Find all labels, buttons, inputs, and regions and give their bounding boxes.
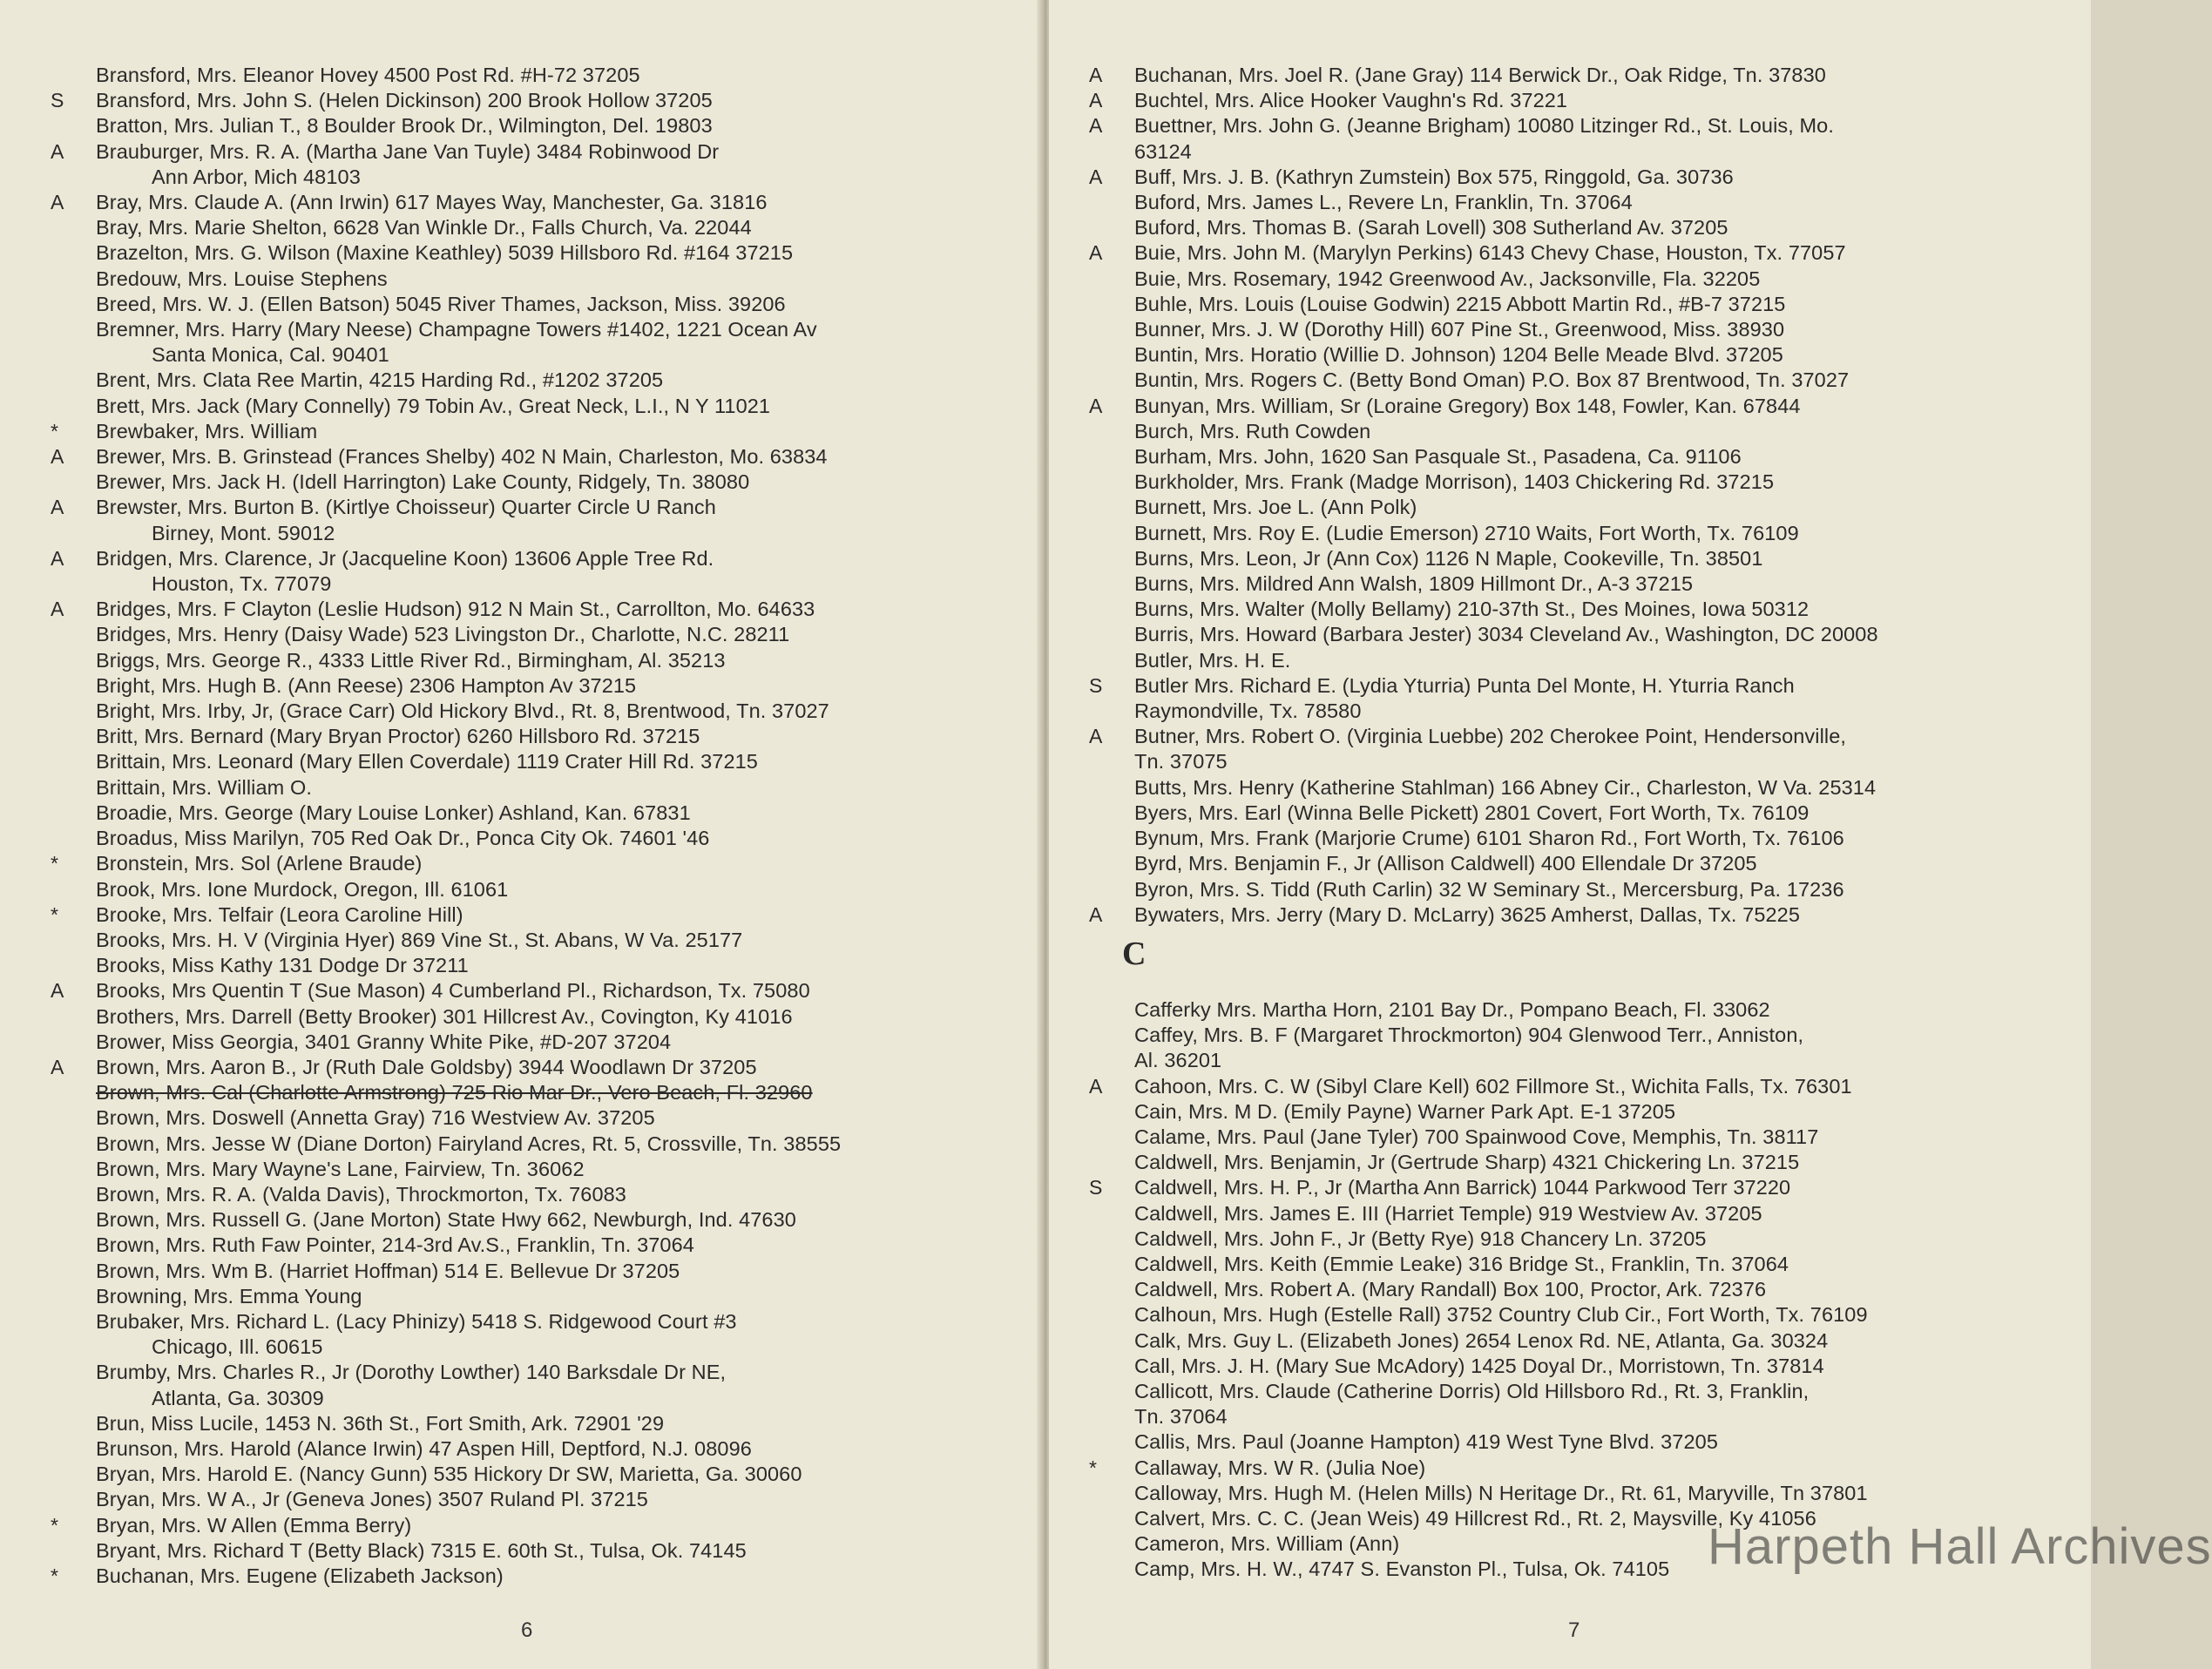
entry-list-left <box>51 63 1018 1589</box>
entry-marker: A <box>51 139 64 163</box>
entry-text: Bremner, Mrs. Harry (Mary Neese) Champagne Towers #1402, 1221 Ocean Av <box>96 318 817 341</box>
entry-text: Burnett, Mrs. Roy E. (Ludie Emerson) 2710 Waits, Fort Worth, Tx. 76109 <box>1134 521 1799 544</box>
entry-text: Cameron, Mrs. William (Ann) <box>1134 1532 1400 1556</box>
entry-text: Burns, Mrs. Mildred Ann Walsh, 1809 Hillmont Dr., A-3 37215 <box>1134 572 1694 596</box>
directory-entry <box>1089 1175 2065 1200</box>
directory-entry <box>1089 801 2065 826</box>
entry-text: Caldwell, Mrs. Keith (Emmie Leake) 316 Bridge St., Franklin, Tn. 37064 <box>1134 1252 1789 1275</box>
directory-entry <box>51 240 1018 266</box>
entry-text: Brewster, Mrs. Burton B. (Kirtlye Choisseur) Quarter Circle U Ranch <box>96 496 716 519</box>
directory-entry <box>51 1157 1018 1182</box>
directory-entry <box>1089 470 2065 495</box>
directory-entry <box>51 546 1018 597</box>
entry-text: Bunner, Mrs. J. W (Dorothy Hill) 607 Pine St., Greenwood, Miss. 38930 <box>1134 318 1785 341</box>
entry-text: Burns, Mrs. Leon, Jr (Ann Cox) 1126 N Maple, Cookeville, Tn. 38501 <box>1134 546 1763 570</box>
entry-text: Bynum, Mrs. Frank (Marjorie Crume) 6101 Sharon Rd., Fort Worth, Tx. 76106 <box>1134 827 1844 850</box>
directory-entry <box>51 1564 1018 1589</box>
directory-entry <box>51 63 1018 88</box>
entry-text: Bryan, Mrs. W A., Jr (Geneva Jones) 3507 Ruland Pl. 37215 <box>96 1488 648 1511</box>
directory-entry <box>51 826 1018 851</box>
entry-continuation: 63124 <box>1134 139 1192 163</box>
entry-text: Callis, Mrs. Paul (Joanne Hampton) 419 West Tyne Blvd. 37205 <box>1134 1430 1718 1454</box>
entry-text: Brown, Mrs. R. A. (Valda Davis), Throckmorton, Tx. 76083 <box>96 1182 626 1206</box>
directory-entry <box>1089 571 2065 597</box>
entry-text: Callicott, Mrs. Claude (Catherine Dorris) Old Hillsboro Rd., Rt. 3, Franklin, <box>1134 1379 1810 1402</box>
entry-marker: A <box>1089 114 1103 138</box>
entry-marker: A <box>1089 1074 1103 1098</box>
entry-text: Breed, Mrs. W. J. (Ellen Batson) 5045 River Thames, Jackson, Miss. 39206 <box>96 292 786 315</box>
page-number: 7 <box>1568 1618 1580 1642</box>
directory-entry <box>1089 1201 2065 1226</box>
entry-text: Butts, Mrs. Henry (Katherine Stahlman) 166 Abney Cir., Charleston, W Va. 25314 <box>1134 775 1877 799</box>
entry-marker: A <box>1089 165 1103 188</box>
directory-entry <box>1089 1379 2065 1429</box>
directory-entry <box>51 267 1018 292</box>
page-number: 6 <box>521 1618 533 1642</box>
directory-entry <box>1089 622 2065 647</box>
page-right <box>1049 0 2091 1669</box>
entry-marker: A <box>51 496 64 519</box>
directory-entry <box>51 1030 1018 1055</box>
directory-entry <box>1089 521 2065 546</box>
entry-text: Brewer, Mrs. B. Grinstead (Frances Shelby) 402 N Main, Charleston, Mo. 63834 <box>96 445 828 469</box>
entry-text: Bridges, Mrs. F Clayton (Leslie Hudson) 912 N Main St., Carrollton, Mo. 64633 <box>96 598 815 621</box>
entry-marker: * <box>51 852 59 875</box>
directory-entry <box>1089 1125 2065 1150</box>
entry-text: Calame, Mrs. Paul (Jane Tyler) 700 Spainwood Cove, Memphis, Tn. 38117 <box>1134 1125 1819 1148</box>
entry-list-right <box>1089 63 2065 1583</box>
directory-entry <box>1089 1481 2065 1506</box>
directory-entry <box>1089 1226 2065 1252</box>
directory-entry <box>51 190 1018 215</box>
directory-entry <box>51 1360 1018 1410</box>
entry-text: Brower, Miss Georgia, 3401 Granny White Pike, #D-207 37204 <box>96 1030 672 1053</box>
entry-text: Brittain, Mrs. William O. <box>96 775 312 799</box>
entry-text: Brunson, Mrs. Harold (Alance Irwin) 47 Aspen Hill, Deptford, N.J. 08096 <box>96 1436 752 1460</box>
directory-entry <box>51 1055 1018 1080</box>
entry-marker: A <box>1089 902 1103 926</box>
entry-text: Brown, Mrs. Ruth Faw Pointer, 214-3rd Av.S., Franklin, Tn. 37064 <box>96 1233 694 1257</box>
entry-text: Brown, Mrs. Aaron B., Jr (Ruth Dale Goldsby) 3944 Woodlawn Dr 37205 <box>96 1055 757 1078</box>
entry-group-b <box>1089 63 2065 928</box>
directory-entry <box>1089 267 2065 292</box>
entry-continuation: Ann Arbor, Mich 48103 <box>152 165 361 188</box>
directory-entry <box>51 978 1018 1003</box>
entry-text: Buntin, Mrs. Horatio (Willie D. Johnson) 1204 Belle Meade Blvd. 37205 <box>1134 343 1783 367</box>
entry-text: Camp, Mrs. H. W., 4747 S. Evanston Pl., Tulsa, Ok. 74105 <box>1134 1558 1670 1581</box>
directory-entry <box>1089 826 2065 851</box>
directory-entry <box>51 1132 1018 1157</box>
directory-entry <box>51 775 1018 801</box>
entry-text: Caldwell, Mrs. H. P., Jr (Martha Ann Barrick) 1044 Parkwood Terr 37220 <box>1134 1176 1791 1199</box>
entry-text: Buford, Mrs. James L., Revere Ln, Franklin, Tn. 37064 <box>1134 191 1633 214</box>
entry-text: Caldwell, Mrs. Robert A. (Mary Randall) Box 100, Proctor, Ark. 72376 <box>1134 1278 1767 1301</box>
entry-text: Cain, Mrs. M D. (Emily Payne) Warner Park Apt. E-1 37205 <box>1134 1099 1676 1123</box>
entry-text: Burns, Mrs. Walter (Molly Bellamy) 210-37th St., Des Moines, Iowa 50312 <box>1134 598 1810 621</box>
directory-entry <box>51 1411 1018 1436</box>
directory-entry <box>1089 597 2065 622</box>
directory-entry <box>1089 240 2065 266</box>
directory-entry <box>51 368 1018 393</box>
directory-entry <box>51 1309 1018 1360</box>
entry-text: Buettner, Mrs. John G. (Jeanne Brigham) 10080 Litzinger Rd., St. Louis, Mo. <box>1134 114 1834 138</box>
directory-entry <box>1089 1456 2065 1481</box>
directory-entry <box>1089 317 2065 342</box>
entry-text: Brown, Mrs. Doswell (Annetta Gray) 716 Westview Av. 37205 <box>96 1106 655 1130</box>
entry-text: Buie, Mrs. John M. (Marylyn Perkins) 6143 Chevy Chase, Houston, Tx. 77057 <box>1134 241 1846 265</box>
entry-marker: A <box>51 445 64 469</box>
directory-entry <box>51 928 1018 953</box>
entry-text: Burris, Mrs. Howard (Barbara Jester) 3034 Cleveland Av., Washington, DC 20008 <box>1134 623 1878 646</box>
entry-text: Bunyan, Mrs. William, Sr (Loraine Gregory) Box 148, Fowler, Kan. 67844 <box>1134 394 1801 417</box>
entry-text: Broadus, Miss Marilyn, 705 Red Oak Dr., Ponca City Ok. 74601 '46 <box>96 827 710 850</box>
entry-text: Bryan, Mrs. W Allen (Emma Berry) <box>96 1513 412 1537</box>
entry-text: Caldwell, Mrs. Benjamin, Jr (Gertrude Sharp) 4321 Chickering Ln. 37215 <box>1134 1151 1800 1174</box>
entry-continuation: Tn. 37075 <box>1134 750 1228 774</box>
entry-text: Brubaker, Mrs. Richard L. (Lacy Phinizy) 5418 S. Ridgewood Court #3 <box>96 1309 737 1333</box>
directory-entry <box>1089 1277 2065 1302</box>
entry-text: Burkholder, Mrs. Frank (Madge Morrison), 1403 Chickering Rd. 37215 <box>1134 470 1775 494</box>
entry-text: Bredouw, Mrs. Louise Stephens <box>96 267 388 290</box>
directory-entry <box>51 470 1018 495</box>
entry-text: Bransford, Mrs. John S. (Helen Dickinson) 200 Brook Hollow 37205 <box>96 89 713 112</box>
directory-entry <box>1089 1302 2065 1328</box>
entry-text: Callaway, Mrs. W R. (Julia Noe) <box>1134 1456 1426 1479</box>
directory-entry <box>51 394 1018 419</box>
directory-entry <box>51 953 1018 978</box>
directory-entry <box>51 902 1018 928</box>
entry-continuation: Houston, Tx. 77079 <box>152 572 332 596</box>
entry-marker: A <box>1089 394 1103 417</box>
entry-text: Bratton, Mrs. Julian T., 8 Boulder Brook Dr., Wilmington, Del. 19803 <box>96 114 713 138</box>
entry-continuation: Birney, Mont. 59012 <box>152 521 335 544</box>
entry-text: Caldwell, Mrs. John F., Jr (Betty Rye) 918 Chancery Ln. 37205 <box>1134 1226 1707 1250</box>
directory-entry <box>1089 342 2065 368</box>
entry-text: Buhle, Mrs. Louis (Louise Godwin) 2215 Abbott Martin Rd., #B-7 37215 <box>1134 292 1786 315</box>
directory-entry <box>51 1080 1018 1105</box>
entry-marker: A <box>1089 64 1103 86</box>
directory-entry <box>51 648 1018 673</box>
entry-text: Brent, Mrs. Clata Ree Martin, 4215 Harding Rd., #1202 37205 <box>96 368 664 392</box>
entry-text: Brown, Mrs. Mary Wayne's Lane, Fairview, Tn. 36062 <box>96 1157 585 1180</box>
entry-text: Call, Mrs. J. H. (Mary Sue McAdory) 1425 Doyal Dr., Morristown, Tn. 37814 <box>1134 1354 1824 1377</box>
entry-text: Buchtel, Mrs. Alice Hooker Vaughn's Rd. 37221 <box>1134 89 1568 112</box>
entry-marker: S <box>1089 1176 1103 1199</box>
entry-marker: * <box>51 902 59 926</box>
directory-entry <box>1089 1099 2065 1125</box>
entry-text: Burham, Mrs. John, 1620 San Pasquale St., Pasadena, Ca. 91106 <box>1134 445 1742 469</box>
directory-entry <box>51 1436 1018 1462</box>
entry-text: Brown, Mrs. Wm B. (Harriet Hoffman) 514 E. Bellevue Dr 37205 <box>96 1259 680 1282</box>
entry-text: Brazelton, Mrs. G. Wilson (Maxine Keathley) 5039 Hillsboro Rd. #164 37215 <box>96 241 794 265</box>
directory-entry <box>1089 1252 2065 1277</box>
entry-text: Bryan, Mrs. Harold E. (Nancy Gunn) 535 Hickory Dr SW, Marietta, Ga. 30060 <box>96 1463 802 1486</box>
entry-text: Browning, Mrs. Emma Young <box>96 1284 362 1307</box>
entry-text: Cafferky Mrs. Martha Horn, 2101 Bay Dr., Pompano Beach, Fl. 33062 <box>1134 997 1770 1021</box>
entry-text: Brittain, Mrs. Leonard (Mary Ellen Coverdale) 1119 Crater Hill Rd. 37215 <box>96 750 758 774</box>
directory-entry <box>51 1004 1018 1030</box>
entry-marker: S <box>51 89 64 112</box>
directory-entry <box>51 749 1018 774</box>
entry-marker: * <box>1089 1456 1098 1479</box>
entry-text: Briggs, Mrs. George R., 4333 Little River Rd., Birmingham, Al. 35213 <box>96 648 726 672</box>
directory-entry <box>1089 546 2065 571</box>
entry-text: Bronstein, Mrs. Sol (Arlene Braude) <box>96 852 423 875</box>
directory-entry <box>1089 292 2065 317</box>
directory-entry <box>1089 368 2065 393</box>
section-letter: C <box>1122 935 1147 972</box>
entry-continuation: Tn. 37064 <box>1134 1405 1228 1429</box>
entry-text: Brown, Mrs. Russell G. (Jane Morton) State Hwy 662, Newburgh, Ind. 47630 <box>96 1208 796 1232</box>
directory-entry <box>1089 1023 2065 1073</box>
directory-entry <box>51 622 1018 647</box>
directory-entry <box>51 673 1018 699</box>
entry-text: Brun, Miss Lucile, 1453 N. 36th St., Fort Smith, Ark. 72901 '29 <box>96 1411 665 1435</box>
entry-text: Brewer, Mrs. Jack H. (Idell Harrington) Lake County, Ridgely, Tn. 38080 <box>96 470 750 494</box>
entry-text: Byrd, Mrs. Benjamin F., Jr (Allison Caldwell) 400 Ellendale Dr 37205 <box>1134 852 1757 875</box>
archive-watermark: Harpeth Hall Archives <box>1708 1518 2212 1575</box>
entry-marker: * <box>51 1564 59 1587</box>
entry-marker: A <box>1089 725 1103 748</box>
entry-text: Brook, Mrs. Ione Murdock, Oregon, Ill. 61061 <box>96 877 509 901</box>
entry-text: Brewbaker, Mrs. William <box>96 419 318 443</box>
entry-text: Butler Mrs. Richard E. (Lydia Yturria) Punta Del Monte, H. Yturria Ranch <box>1134 673 1795 697</box>
entry-marker: A <box>51 598 64 621</box>
entry-text: Buie, Mrs. Rosemary, 1942 Greenwood Av., Jacksonville, Fla. 32205 <box>1134 267 1761 290</box>
directory-entry <box>1089 851 2065 876</box>
entry-text: Brooks, Mrs. H. V (Virginia Hyer) 869 Vine St., St. Abans, W Va. 25177 <box>96 928 743 951</box>
entry-marker: A <box>1089 241 1103 265</box>
entry-text: Brumby, Mrs. Charles R., Jr (Dorothy Lowther) 140 Barksdale Dr NE, <box>96 1361 727 1384</box>
entry-marker: A <box>1089 89 1103 112</box>
directory-entry <box>51 1233 1018 1258</box>
entry-text: Brooks, Mrs Quentin T (Sue Mason) 4 Cumberland Pl., Richardson, Tx. 75080 <box>96 979 810 1003</box>
entry-text: Bright, Mrs. Hugh B. (Ann Reese) 2306 Hampton Av 37215 <box>96 673 637 697</box>
entry-text: Brown, Mrs. Cal (Charlotte Armstrong) 725 Rio Mar Dr., Vero Beach, Fl. 32960 <box>96 1081 813 1105</box>
directory-entry <box>1089 63 2065 88</box>
entry-text: Buchanan, Mrs. Eugene (Elizabeth Jackson) <box>96 1564 504 1587</box>
directory-entry <box>51 444 1018 470</box>
entry-text: Calvert, Mrs. C. C. (Jean Weis) 49 Hillcrest Rd., Rt. 2, Maysville, Ky 41056 <box>1134 1506 1816 1530</box>
entry-text: Byron, Mrs. S. Tidd (Ruth Carlin) 32 W Seminary St., Mercersburg, Pa. 17236 <box>1134 877 1844 901</box>
entry-text: Calk, Mrs. Guy L. (Elizabeth Jones) 2654 Lenox Rd. NE, Atlanta, Ga. 30324 <box>1134 1328 1829 1352</box>
entry-text: Caldwell, Mrs. James E. III (Harriet Temple) 919 Westview Av. 37205 <box>1134 1201 1762 1225</box>
entry-continuation: Atlanta, Ga. 30309 <box>152 1386 324 1409</box>
entry-continuation: Al. 36201 <box>1134 1049 1222 1072</box>
entry-text: Brothers, Mrs. Darrell (Betty Brooker) 301 Hillcrest Av., Covington, Ky 41016 <box>96 1004 793 1028</box>
directory-entry <box>1089 1074 2065 1099</box>
directory-entry <box>1089 1328 2065 1354</box>
directory-entry <box>1089 190 2065 215</box>
entry-text: Bridges, Mrs. Henry (Daisy Wade) 523 Livingston Dr., Charlotte, N.C. 28211 <box>96 623 790 646</box>
entry-text: Buford, Mrs. Thomas B. (Sarah Lovell) 308 Sutherland Av. 37205 <box>1134 216 1728 240</box>
directory-entry <box>1089 997 2065 1023</box>
page-left <box>0 0 1042 1669</box>
directory-entry <box>51 1259 1018 1284</box>
entry-marker: A <box>51 191 64 214</box>
directory-entry <box>51 699 1018 724</box>
entry-text: Byers, Mrs. Earl (Winna Belle Pickett) 2801 Covert, Fort Worth, Tx. 76109 <box>1134 801 1810 824</box>
directory-entry <box>51 419 1018 444</box>
directory-entry <box>1089 88 2065 113</box>
directory-entry <box>51 139 1018 190</box>
directory-entry <box>1089 902 2065 928</box>
entry-marker: * <box>51 419 59 443</box>
directory-entry <box>51 113 1018 139</box>
directory-entry <box>1089 775 2065 801</box>
directory-entry <box>1089 648 2065 673</box>
directory-entry <box>51 597 1018 622</box>
directory-entry <box>1089 724 2065 774</box>
entry-text: Burnett, Mrs. Joe L. (Ann Polk) <box>1134 496 1417 519</box>
entry-continuation: Santa Monica, Cal. 90401 <box>152 343 389 367</box>
entry-text: Cahoon, Mrs. C. W (Sibyl Clare Kell) 602 Fillmore St., Wichita Falls, Tx. 76301 <box>1134 1074 1852 1098</box>
entry-text: Brett, Mrs. Jack (Mary Connelly) 79 Tobin Av., Great Neck, L.I., N Y 11021 <box>96 394 771 417</box>
directory-entry <box>51 1487 1018 1512</box>
directory-entry <box>51 1182 1018 1207</box>
entry-text: Buchanan, Mrs. Joel R. (Jane Gray) 114 Berwick Dr., Oak Ridge, Tn. 37830 <box>1134 64 1826 86</box>
directory-entry <box>51 495 1018 545</box>
entry-text: Bray, Mrs. Claude A. (Ann Irwin) 617 Mayes Way, Manchester, Ga. 31816 <box>96 191 768 214</box>
directory-entry <box>1089 444 2065 470</box>
entry-text: Calhoun, Mrs. Hugh (Estelle Rall) 3752 Country Club Cir., Fort Worth, Tx. 76109 <box>1134 1303 1868 1327</box>
directory-entry <box>51 724 1018 749</box>
entry-marker: S <box>1089 673 1103 697</box>
entry-marker: A <box>51 546 64 570</box>
directory-entry <box>51 1513 1018 1538</box>
directory-entry <box>51 801 1018 826</box>
entry-text: Bryant, Mrs. Richard T (Betty Black) 7315 E. 60th St., Tulsa, Ok. 74145 <box>96 1538 747 1562</box>
entry-text: Brauburger, Mrs. R. A. (Martha Jane Van Tuyle) 3484 Robinwood Dr <box>96 139 720 163</box>
directory-entry <box>1089 1354 2065 1379</box>
directory-entry <box>1089 673 2065 724</box>
entry-marker: * <box>51 1513 59 1537</box>
entry-text: Broadie, Mrs. George (Mary Louise Lonker) Ashland, Kan. 67831 <box>96 801 691 824</box>
entry-text: Bransford, Mrs. Eleanor Hovey 4500 Post Rd. #H-72 37205 <box>96 64 640 86</box>
entry-continuation: Chicago, Ill. 60615 <box>152 1335 323 1359</box>
directory-entry <box>51 317 1018 368</box>
entry-text: Calloway, Mrs. Hugh M. (Helen Mills) N Heritage Dr., Rt. 61, Maryville, Tn 37801 <box>1134 1481 1868 1504</box>
entry-text: Butler, Mrs. H. E. <box>1134 648 1291 672</box>
entry-text: Brooke, Mrs. Telfair (Leora Caroline Hill) <box>96 902 463 926</box>
entry-text: Butner, Mrs. Robert O. (Virginia Luebbe) 202 Cherokee Point, Hendersonville, <box>1134 725 1847 748</box>
directory-entry <box>51 215 1018 240</box>
directory-entry <box>51 1207 1018 1233</box>
entry-continuation: Raymondville, Tx. 78580 <box>1134 699 1362 723</box>
entry-marker: A <box>51 979 64 1003</box>
entry-text: Buntin, Mrs. Rogers C. (Betty Bond Oman) P.O. Box 87 Brentwood, Tn. 37027 <box>1134 368 1850 392</box>
directory-entry <box>1089 394 2065 419</box>
directory-entry <box>1089 877 2065 902</box>
entry-text: Bridgen, Mrs. Clarence, Jr (Jacqueline Koon) 13606 Apple Tree Rd. <box>96 546 714 570</box>
entry-text: Bright, Mrs. Irby, Jr, (Grace Carr) Old Hickory Blvd., Rt. 8, Brentwood, Tn. 37027 <box>96 699 829 723</box>
entry-text: Burch, Mrs. Ruth Cowden <box>1134 419 1371 443</box>
directory-entry <box>1089 165 2065 190</box>
entry-marker: A <box>51 1055 64 1078</box>
entry-text: Caffey, Mrs. B. F (Margaret Throckmorton) 904 Glenwood Terr., Anniston, <box>1134 1024 1804 1047</box>
entry-group-c <box>1089 997 2065 1583</box>
directory-entry <box>1089 215 2065 240</box>
entry-text: Brooks, Miss Kathy 131 Dodge Dr 37211 <box>96 954 469 977</box>
entry-text: Buff, Mrs. J. B. (Kathryn Zumstein) Box 575, Ringgold, Ga. 30736 <box>1134 165 1734 188</box>
directory-entry <box>1089 1429 2065 1455</box>
entry-text: Brown, Mrs. Jesse W (Diane Dorton) Fairyland Acres, Rt. 5, Crossville, Tn. 38555 <box>96 1132 842 1155</box>
directory-entry <box>1089 419 2065 444</box>
directory-entry <box>51 292 1018 317</box>
directory-entry <box>51 88 1018 113</box>
directory-entry <box>51 1538 1018 1564</box>
entry-text: Britt, Mrs. Bernard (Mary Bryan Proctor) 6260 Hillsboro Rd. 37215 <box>96 725 700 748</box>
directory-entry <box>51 877 1018 902</box>
directory-entry <box>51 1462 1018 1487</box>
directory-entry <box>1089 113 2065 164</box>
directory-entry <box>51 1284 1018 1309</box>
entry-text: Bywaters, Mrs. Jerry (Mary D. McLarry) 3625 Amherst, Dallas, Tx. 75225 <box>1134 902 1800 926</box>
directory-entry <box>1089 1150 2065 1175</box>
directory-entry <box>51 851 1018 876</box>
entry-text: Bray, Mrs. Marie Shelton, 6628 Van Winkle Dr., Falls Church, Va. 22044 <box>96 216 752 240</box>
directory-entry <box>1089 495 2065 520</box>
directory-entry <box>51 1105 1018 1131</box>
